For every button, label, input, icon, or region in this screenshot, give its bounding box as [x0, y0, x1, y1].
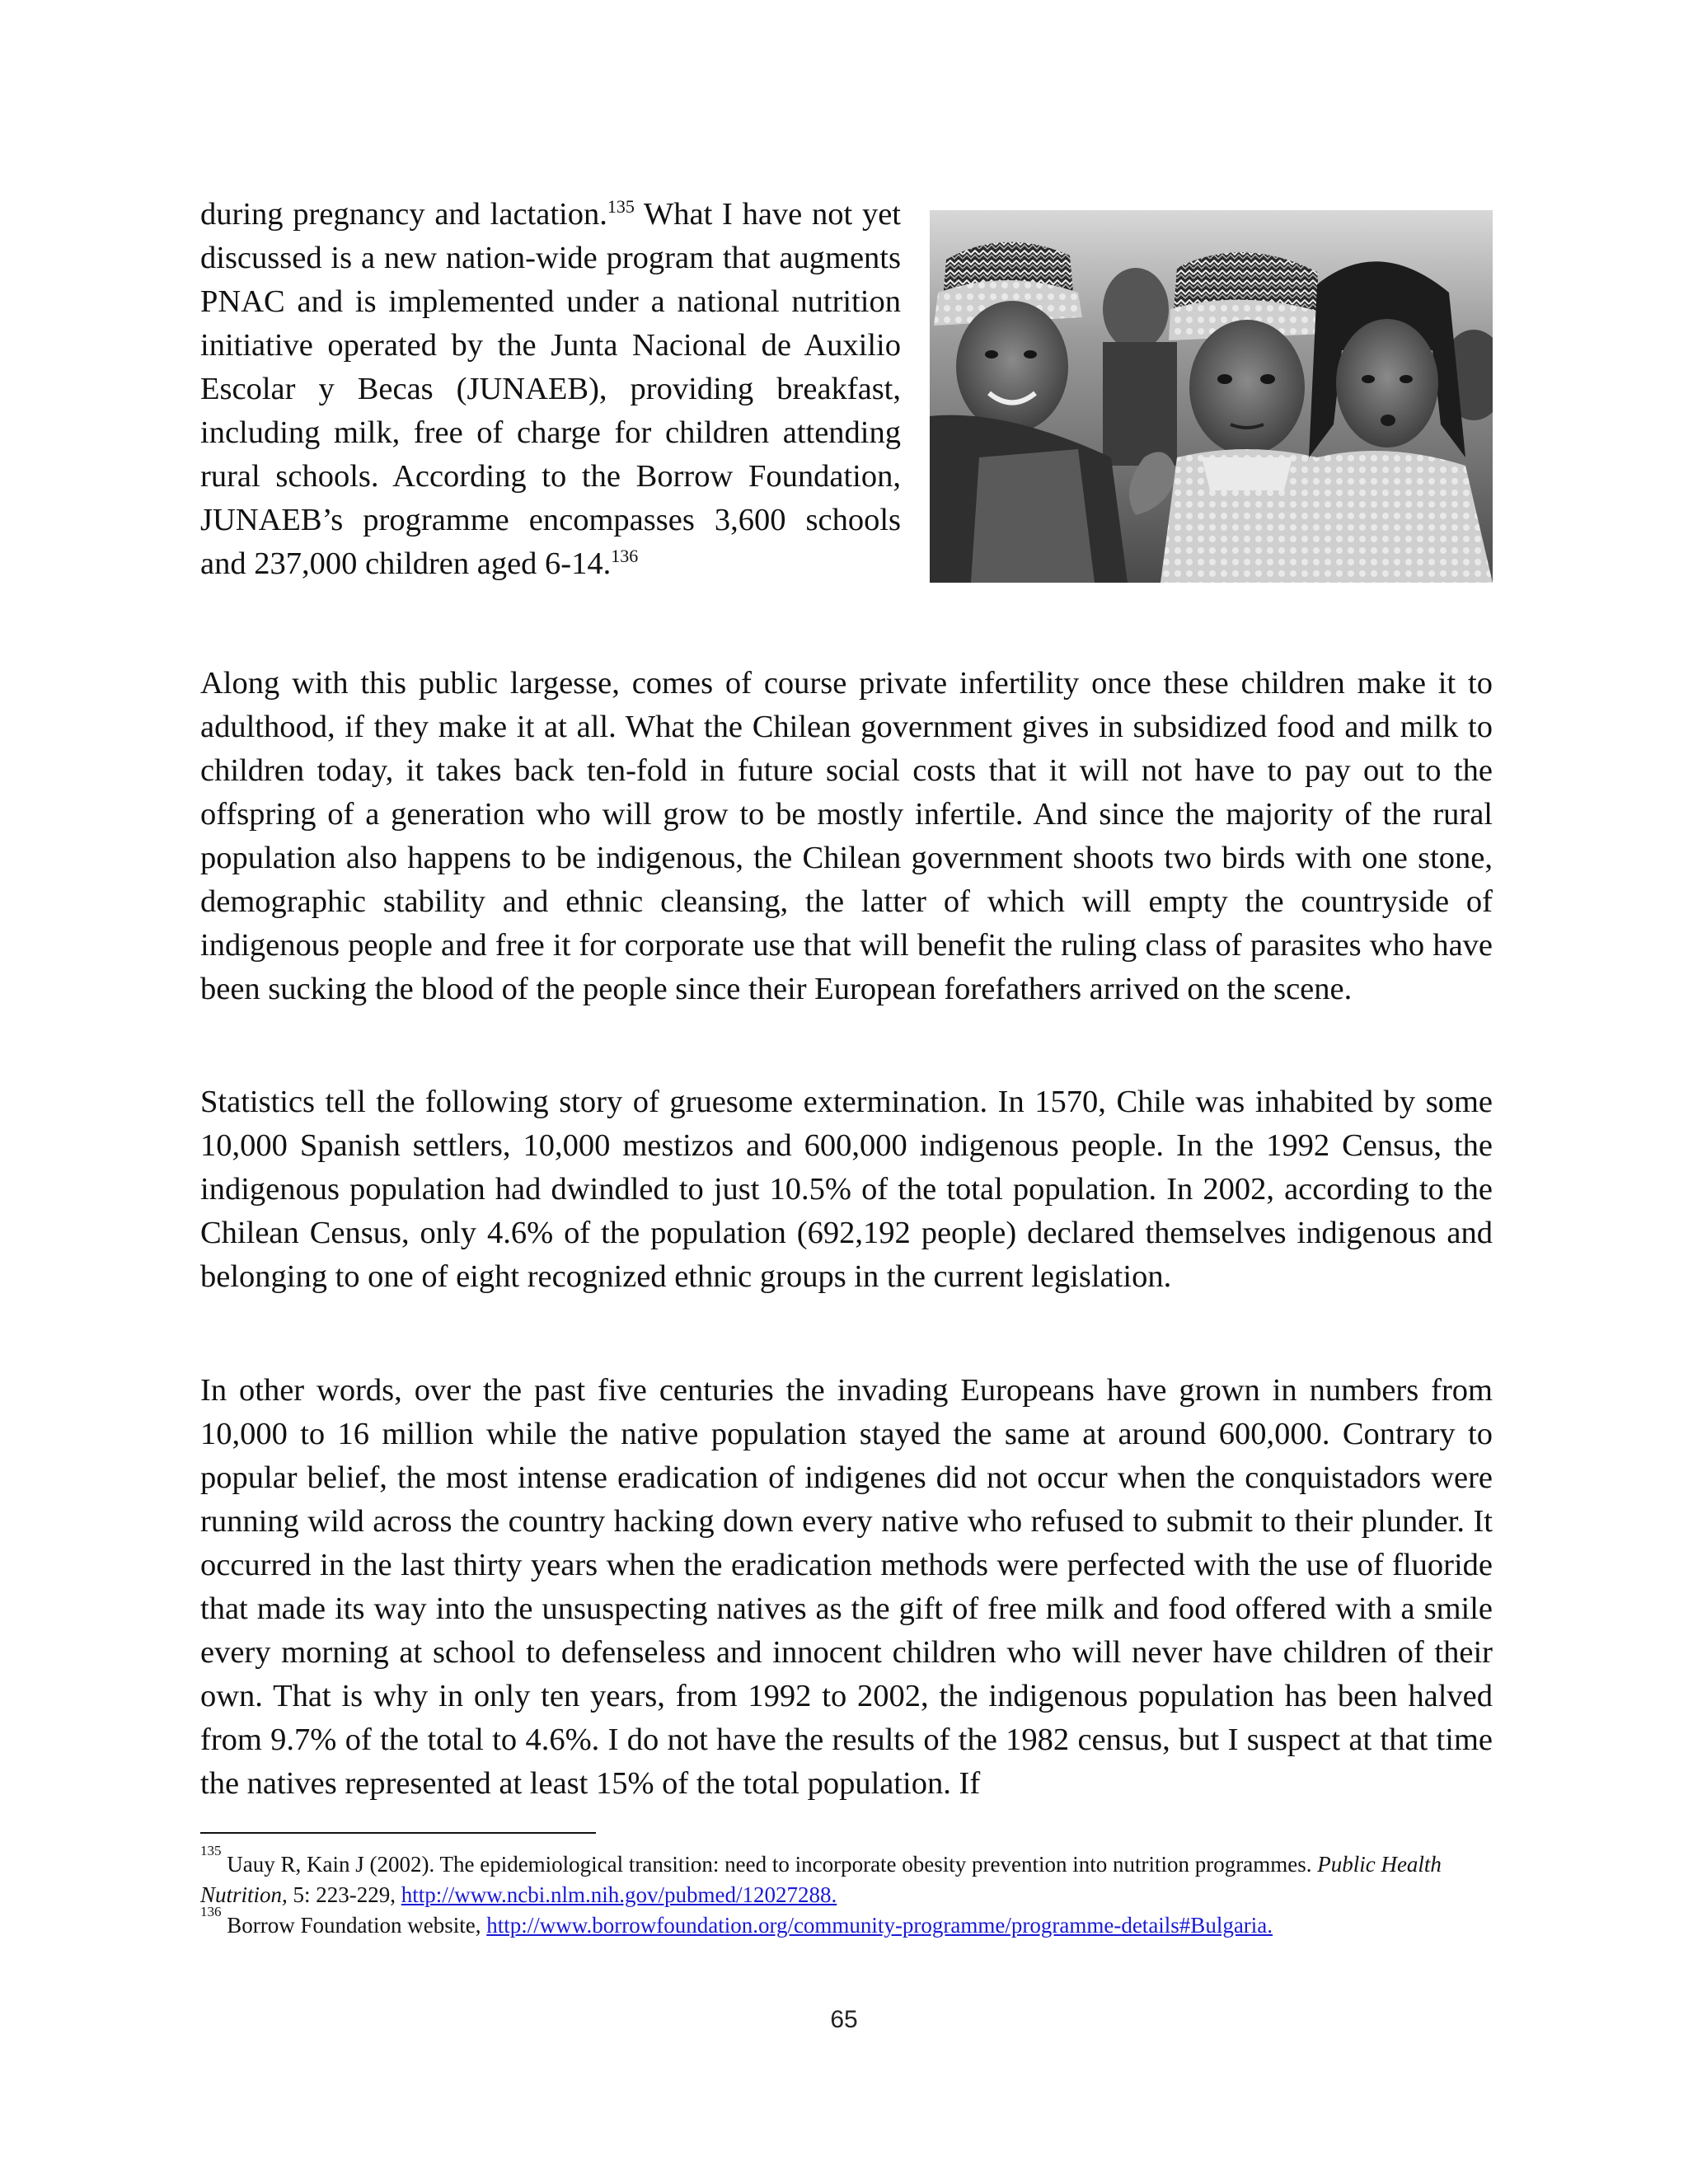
- paragraph-4: In other words, over the past five centuries the invading Europeans have grown in numbers from 10,000 to 16 million while the native population stayed the same at around 600,000. Contrary to popular belief, the most intense eradication of indigenes did not occur when the conquistadors were running wild across the country hacking down every native who refused to submit to their plunder. It occurred in the last thirty years when the eradication methods were perfected with the use of fluoride that made its way into the unsuspecting natives as the gift of free milk and food offered with a smile every morning at school to defenseless and innocent children who will never have children of their own. That is why in only ten years, from 1992 to 2002, the indigenous population has been halved from 9.7% of the total to 4.6%. I do not have the results of the 1982 census, but I suspect at that time the natives represented at least 15% of the total population. If: [200, 1373, 1493, 1801]
- paragraph-1-text-a: during pregnancy and lactation.: [200, 197, 607, 232]
- footnote-135-text-a: Uauy R, Kain J (2002). The epidemiological transition: need to incorporate obesity prevention into nutrition programmes.: [221, 1852, 1318, 1877]
- footnote-136-link[interactable]: http://www.borrowfoundation.org/community-programme/programme-details#Bulgaria.: [486, 1913, 1273, 1938]
- paragraph-1-text-b: What I have not yet discussed is a new nation-wide program that augments PNAC and is implemented under a national nutrition initiative operated by the Junta Nacional de Auxilio Escolar y Becas (JUNAEB), providing breakfast, including milk, free of charge for children attending rural schools. According to the Borrow Foundation, JUNAEB’s programme encompasses 3,600 schools and 237,000 children aged 6-14.: [200, 197, 901, 581]
- footnote-mark-136: 136: [200, 1904, 222, 1919]
- footnote-mark-135: 135: [200, 1843, 222, 1858]
- footnote-136-text-a: Borrow Foundation website,: [221, 1913, 487, 1938]
- footnote-135-journal: Public Health Nutrition,: [200, 1852, 1442, 1907]
- footnote-135-text-b: 5: 223-229,: [287, 1882, 401, 1907]
- footnote-divider: [200, 1832, 596, 1834]
- footnote-ref-136[interactable]: 136: [611, 546, 639, 566]
- footnote-ref-135[interactable]: 135: [607, 196, 635, 217]
- footnote-135: [200, 1843, 1493, 1910]
- paragraph-2: Along with this public largesse, comes of course private infertility once these children make it to adulthood, if they make it at all. What the Chilean government gives in subsidized food and milk to children today, it takes back ten-fold in future social costs that it will not have to pay out to the offspring of a generation who will grow to be mostly infertile. And since the majority of the rural population also happens to be indigenous, the Chilean government shoots two birds with one stone, demographic stability and ethnic cleansing, the latter of which will empty the countryside of indigenous people and free it for corporate use that will benefit the ruling class of parasites who have been sucking the blood of the people since their European forefathers arrived on the scene.: [200, 666, 1493, 1006]
- page-number: 65: [830, 2006, 858, 2033]
- photo-indigenous-children: [930, 210, 1493, 583]
- footnote-135-link[interactable]: http://www.ncbi.nlm.nih.gov/pubmed/12027288.: [401, 1882, 837, 1907]
- paragraph-3: Statistics tell the following story of gruesome extermination. In 1570, Chile was inhabited by some 10,000 Spanish settlers, 10,000 mestizos and 600,000 indigenous people. In the 1992 Census, the indigenous population had dwindled to just 10.5% of the total population. In 2002, according to the Chilean Census, only 4.6% of the population (692,192 people) declared themselves indigenous and belonging to one of eight recognized ethnic groups in the current legislation.: [200, 1085, 1493, 1294]
- footnotes: [200, 1843, 1493, 1941]
- photo-children-icon: [930, 210, 1493, 583]
- paragraph-1: [200, 193, 901, 586]
- footnote-136: [200, 1904, 1493, 1941]
